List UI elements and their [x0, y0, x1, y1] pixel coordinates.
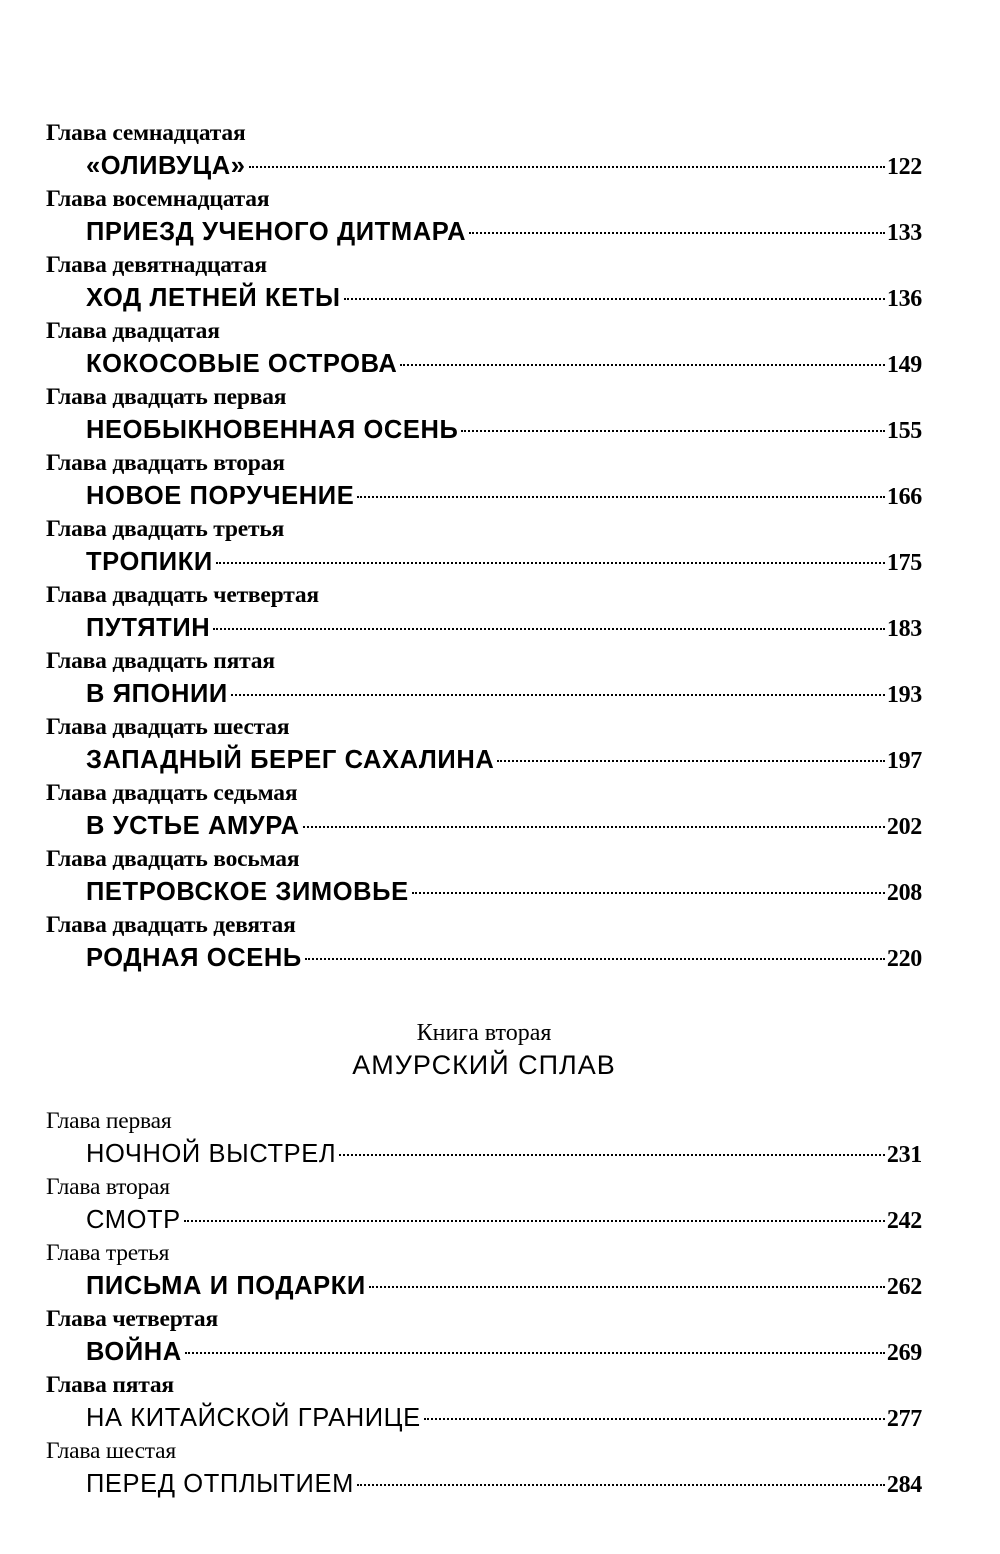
page-number: 220 [886, 946, 922, 972]
chapter-label: Глава двадцать пятая [46, 648, 275, 674]
chapter-title: НОЧНОЙ ВЫСТРЕЛ [86, 1140, 337, 1168]
dot-leader [400, 364, 885, 366]
dot-leader [185, 1352, 885, 1354]
chapter-title-row [46, 1202, 922, 1238]
dot-leader [216, 562, 885, 564]
chapter-title: ВОЙНА [86, 1338, 182, 1366]
toc-entry[interactable] [46, 910, 922, 976]
page-number: 133 [886, 220, 922, 246]
chapter-title: СМОТР [86, 1206, 181, 1234]
dot-leader [184, 1220, 885, 1222]
toc-entry[interactable] [46, 580, 922, 646]
page-number: 231 [886, 1142, 922, 1168]
toc-entry[interactable] [46, 1106, 922, 1172]
chapter-label: Глава двадцать первая [46, 384, 287, 410]
chapter-title-row [46, 346, 922, 382]
chapter-title-row [46, 610, 922, 646]
book-two-chapter-list [46, 1106, 922, 1502]
page-number: 122 [886, 154, 922, 180]
dot-leader [424, 1418, 885, 1420]
page-number: 175 [886, 550, 922, 576]
toc-entry[interactable] [46, 712, 922, 778]
chapter-label: Глава двадцать четвертая [46, 582, 319, 608]
page-number: 183 [886, 616, 922, 642]
chapter-title-row [46, 148, 922, 184]
chapter-title-row [46, 280, 922, 316]
chapter-title-row [46, 676, 922, 712]
toc-entry[interactable] [46, 778, 922, 844]
page-number: 202 [886, 814, 922, 840]
chapter-label: Глава двадцать третья [46, 516, 285, 542]
chapter-title: В ЯПОНИИ [86, 680, 228, 708]
chapter-title-row [46, 544, 922, 580]
dot-leader [305, 958, 885, 960]
toc-entry[interactable] [46, 514, 922, 580]
chapter-title-row [46, 874, 922, 910]
toc-entry[interactable] [46, 382, 922, 448]
chapter-label: Глава первая [46, 1108, 172, 1134]
chapter-title: ЗАПАДНЫЙ БЕРЕГ САХАЛИНА [86, 746, 495, 774]
chapter-label: Глава пятая [46, 1372, 174, 1398]
chapter-label: Глава четвертая [46, 1306, 218, 1332]
page-number: 284 [886, 1472, 922, 1498]
chapter-title: НОВОЕ ПОРУЧЕНИЕ [86, 482, 355, 510]
toc-entry[interactable] [46, 316, 922, 382]
page-number: 277 [886, 1406, 922, 1432]
dot-leader [213, 628, 885, 630]
page-number: 155 [886, 418, 922, 444]
toc-entry[interactable] [46, 448, 922, 514]
page-number: 136 [886, 286, 922, 312]
chapter-title-row [46, 1400, 922, 1436]
chapter-title: ПУТЯТИН [86, 614, 211, 642]
chapter-title-row [46, 1334, 922, 1370]
chapter-title: НЕОБЫКНОВЕННАЯ ОСЕНЬ [86, 416, 459, 444]
page-number: 193 [886, 682, 922, 708]
dot-leader [344, 298, 885, 300]
toc-entry[interactable] [46, 1172, 922, 1238]
chapter-title: ХОД ЛЕТНЕЙ КЕТЫ [86, 284, 341, 312]
dot-leader [412, 892, 885, 894]
toc-entry[interactable] [46, 1370, 922, 1436]
book-two-heading [46, 1018, 922, 1082]
chapter-title: КОКОСОВЫЕ ОСТРОВА [86, 350, 398, 378]
chapter-title: ПРИЕЗД УЧЕНОГО ДИТМАРА [86, 218, 467, 246]
chapter-title-row [46, 1136, 922, 1172]
chapter-label: Глава семнадцатая [46, 120, 246, 146]
chapter-title-row [46, 940, 922, 976]
table-of-contents [46, 118, 922, 1502]
chapter-title-row [46, 808, 922, 844]
dot-leader [369, 1286, 885, 1288]
toc-entry[interactable] [46, 184, 922, 250]
dot-leader [469, 232, 885, 234]
chapter-title: ПИСЬМА И ПОДАРКИ [86, 1272, 366, 1300]
dot-leader [357, 1484, 885, 1486]
page-number: 242 [886, 1208, 922, 1234]
toc-entry[interactable] [46, 844, 922, 910]
toc-entry[interactable] [46, 646, 922, 712]
toc-entry[interactable] [46, 118, 922, 184]
chapter-label: Глава двадцать вторая [46, 450, 285, 476]
chapter-label: Глава восемнадцатая [46, 186, 270, 212]
chapter-label: Глава вторая [46, 1174, 170, 1200]
chapter-title: ТРОПИКИ [86, 548, 213, 576]
book-two-subtitle: Книга вторая [416, 1020, 552, 1046]
chapter-label: Глава двадцать восьмая [46, 846, 300, 872]
page-number: 269 [886, 1340, 922, 1366]
chapter-title-row [46, 1268, 922, 1304]
toc-entry[interactable] [46, 1238, 922, 1304]
chapter-label: Глава двадцать седьмая [46, 780, 298, 806]
toc-entry[interactable] [46, 1436, 922, 1502]
dot-leader [303, 826, 885, 828]
page-number: 197 [886, 748, 922, 774]
chapter-label: Глава шестая [46, 1438, 177, 1464]
chapter-title-row [46, 742, 922, 778]
page-number: 208 [886, 880, 922, 906]
chapter-label: Глава двадцатая [46, 318, 220, 344]
chapter-title: НА КИТАЙСКОЙ ГРАНИЦЕ [86, 1404, 421, 1432]
book-one-chapter-list [46, 118, 922, 976]
chapter-title: «ОЛИВУЦА» [86, 152, 246, 180]
toc-entry[interactable] [46, 250, 922, 316]
chapter-title-row [46, 1466, 922, 1502]
chapter-title-row [46, 478, 922, 514]
dot-leader [339, 1154, 885, 1156]
chapter-label: Глава двадцать девятая [46, 912, 296, 938]
chapter-title: РОДНАЯ ОСЕНЬ [86, 944, 302, 972]
dot-leader [461, 430, 884, 432]
dot-leader [497, 760, 885, 762]
toc-entry[interactable] [46, 1304, 922, 1370]
chapter-label: Глава девятнадцатая [46, 252, 267, 278]
chapter-label: Глава третья [46, 1240, 170, 1266]
page-number: 166 [886, 484, 922, 510]
chapter-title-row [46, 214, 922, 250]
dot-leader [357, 496, 885, 498]
chapter-label: Глава двадцать шестая [46, 714, 290, 740]
page-number: 149 [886, 352, 922, 378]
chapter-title: ПЕТРОВСКОЕ ЗИМОВЬЕ [86, 878, 409, 906]
chapter-title-row [46, 412, 922, 448]
chapter-title: ПЕРЕД ОТПЛЫТИЕМ [86, 1470, 354, 1498]
book-two-title: АМУРСКИЙ СПЛАВ [352, 1050, 616, 1080]
dot-leader [249, 166, 885, 168]
chapter-title: В УСТЬЕ АМУРА [86, 812, 300, 840]
dot-leader [231, 694, 885, 696]
page-number: 262 [886, 1274, 922, 1300]
